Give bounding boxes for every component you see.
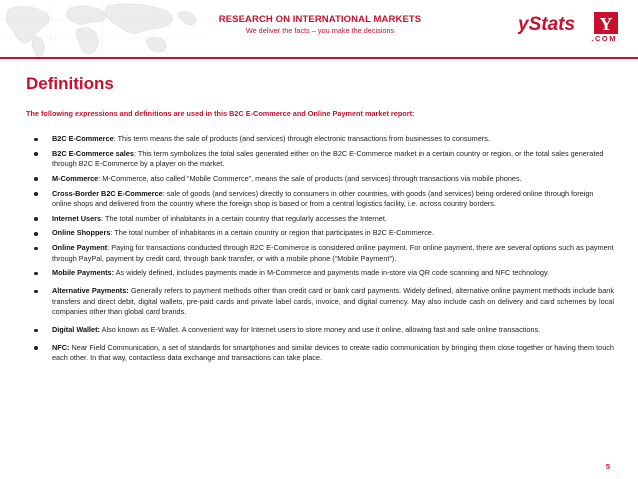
definition-item — [34, 214, 614, 225]
bullet-icon — [34, 329, 38, 333]
bullet-icon — [34, 192, 38, 196]
bullet-icon — [34, 152, 38, 156]
definition-term: Alternative Payments: — [52, 286, 129, 296]
definition-item — [34, 228, 614, 239]
definition-term: Internet Users — [52, 213, 102, 223]
definition-term: M-Commerce — [52, 173, 99, 183]
definition-separator: : — [113, 134, 118, 143]
definition-text: M-Commerce, also called “Mobile Commerce”, means the sale of products (and services) through transactions via mobile phones. — [102, 173, 522, 183]
definition-term: Digital Wallet: — [52, 325, 100, 335]
definition-item — [34, 343, 614, 364]
definition-text: Paying for transactions conducted through B2C E-Commerce is considered online payment. For online payment, there are several options such as payment through PayPal, payment by credit card, through bank transfer, or with a mobile phone (“Mobile Payment”). — [52, 243, 614, 263]
definition-separator: : — [133, 148, 138, 158]
definition-separator: : — [98, 173, 103, 183]
header-subtitle: We deliver the facts – you make the decisions — [245, 26, 395, 35]
logo-domain: .COM — [591, 34, 617, 43]
bullet-icon — [34, 272, 38, 276]
definition-term: B2C E-Commerce sales — [52, 148, 134, 158]
bullet-icon — [34, 247, 38, 251]
logo-wordmark: yStats — [518, 14, 576, 35]
definition-term: Mobile Payments: — [52, 268, 115, 278]
definition-item — [34, 189, 614, 210]
definition-text: Generally refers to payment methods other than credit card or bank card payments. Widely defined, alternative online payment methods include bank transfers and direct debit, digital wallets, pre-paid cards and private label cards, invoice, and digital currency. May also include cash on delivery and card schemes by local companies other than global card brands. — [52, 286, 614, 317]
definition-separator: : — [110, 228, 115, 238]
intro-text: The following expressions and definitions are used in this B2C E-Commerce and Online Payment market report: — [26, 109, 415, 118]
bullet-icon — [34, 346, 38, 350]
definition-text: The total number of inhabitants in a certain country or region that participates in B2C E-Commerce. — [114, 228, 434, 238]
bullet-icon — [34, 177, 38, 181]
definition-item — [34, 149, 614, 170]
page-header — [0, 0, 638, 58]
definition-text: As widely defined, includes payments made in M-Commerce and payments made in-store via QR code scanning and NFC technology. — [115, 268, 550, 278]
definition-term: Cross-Border B2C E-Commerce — [52, 188, 163, 198]
page-number: 5 — [605, 462, 610, 471]
definition-item — [34, 268, 614, 279]
definition-separator: : — [107, 243, 112, 253]
definition-separator: : — [101, 213, 106, 223]
definition-term: B2C E-Commerce — [52, 134, 114, 143]
bullet-icon — [34, 290, 38, 294]
definition-text: The total number of inhabitants in a certain country that regularly accesses the Internet. — [105, 213, 387, 223]
header-divider — [0, 57, 638, 59]
bullet-icon — [34, 138, 38, 142]
definition-text: Near Field Communication, a set of standards for smartphones and similar devices to create radio communication by bringing them close together or having them touch each other. In that way, contactless data exchange and transactions can take place. — [52, 342, 614, 363]
definition-term: NFC: — [52, 342, 70, 352]
definition-item — [34, 174, 614, 185]
definition-item — [34, 286, 614, 318]
definition-item — [34, 134, 614, 145]
page-title: Definitions — [26, 74, 114, 93]
ystats-logo — [518, 10, 620, 44]
definition-text: This term means the sale of products (and services) through electronic transactions from businesses to consumers. — [117, 134, 490, 143]
definition-term: Online Shoppers — [52, 228, 111, 238]
bullet-icon — [34, 232, 38, 236]
logo-monogram: Y — [599, 14, 613, 34]
header-title: RESEARCH ON INTERNATIONAL MARKETS — [218, 14, 422, 25]
definition-item — [34, 243, 614, 264]
definition-separator: : — [162, 188, 167, 198]
definition-text: Also known as E-Wallet. A convenient way for Internet users to store money and use it online, allowing fast and safe online transactions. — [101, 325, 541, 335]
definition-term: Online Payment — [52, 243, 108, 253]
definition-text: This term symbolizes the total sales generated either on the B2C E-Commerce market in a certain country or region, or the total sales generated through B2C E-Commerce by a player on the market. — [52, 148, 604, 169]
definition-text: sale of goods (and services) directly to consumers in other countries, with goods (and services) being ordered online through foreign online shops and delivered from the country where the foreign shop is based or from a central logistics facility, i.e. across country borders. — [52, 188, 594, 209]
bullet-icon — [34, 217, 38, 221]
definition-item — [34, 325, 614, 336]
definitions-list — [34, 134, 614, 370]
